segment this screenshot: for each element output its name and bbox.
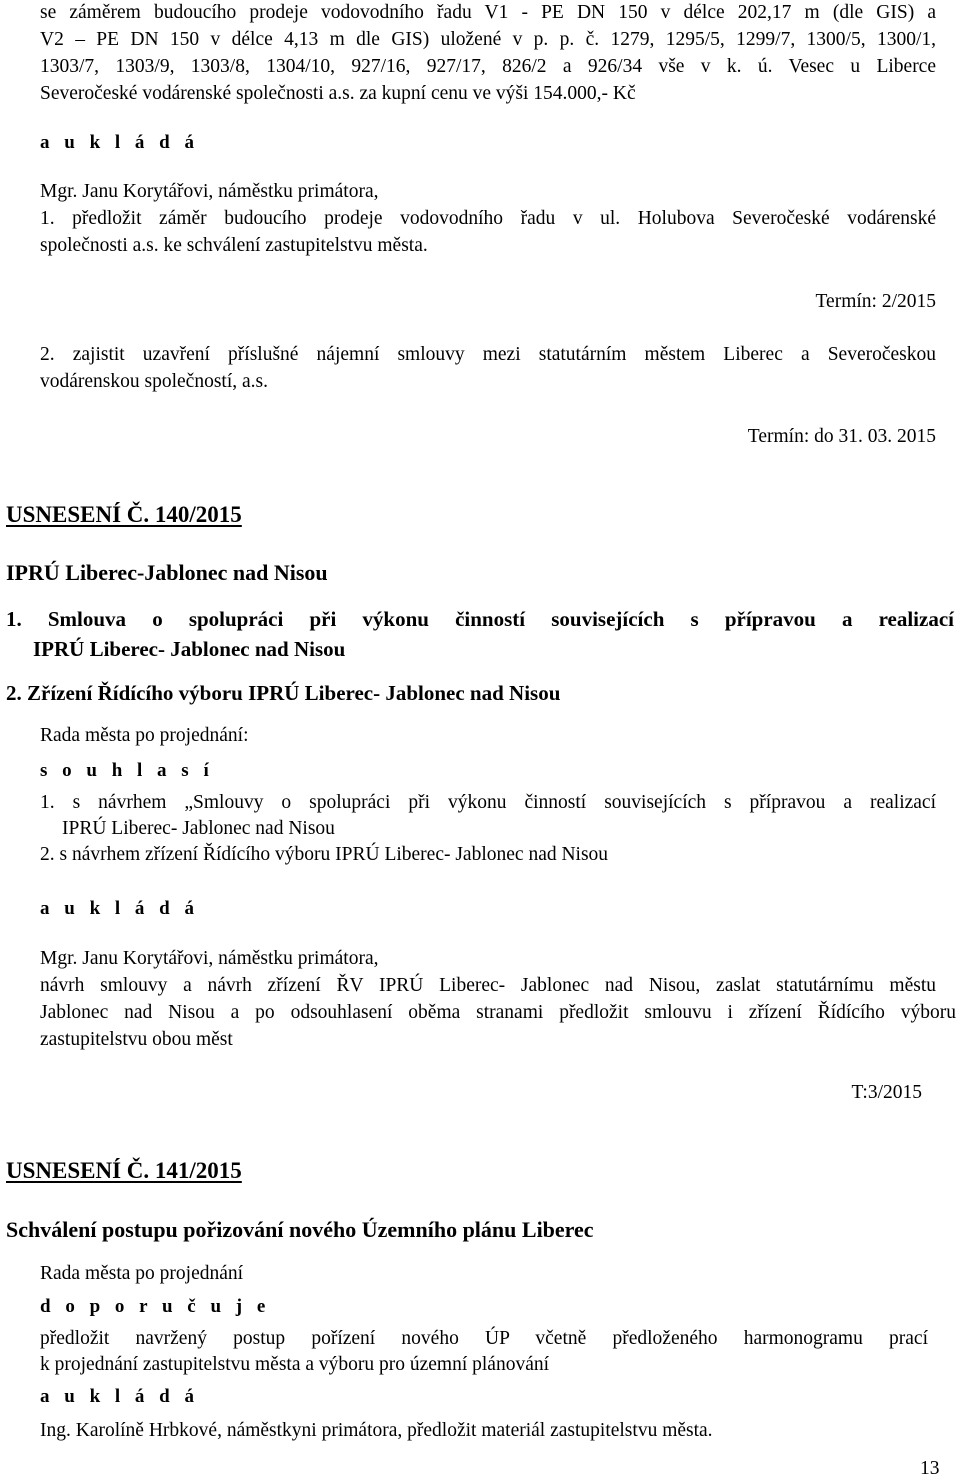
recommendation-text: k projednání zastupitelstvu města a výboru pro územní plánování bbox=[40, 1354, 550, 1375]
task-text: návrh smlouvy a návrh zřízení ŘV IPRÚ Liberec- Jablonec nad Nisou, zaslat statutárnímu městu bbox=[40, 975, 936, 996]
council-label: Rada města po projednání: bbox=[40, 725, 249, 746]
resolution-heading: USNESENÍ Č. 141/2015 bbox=[6, 1158, 242, 1183]
task-text: 2. zajistit uzavření příslušné nájemní smlouvy mezi statutárním městem Liberec a Severočeskou bbox=[40, 344, 936, 365]
recommendation-text: předložit navržený postup pořízení nového ÚP včetně předloženého harmonogramu prací bbox=[40, 1328, 928, 1349]
resolution-title: IPRÚ Liberec-Jablonec nad Nisou bbox=[6, 560, 328, 585]
agenda-item: 1. Smlouva o spolupráci při výkonu činností souvisejících s přípravou a realizací bbox=[6, 607, 954, 631]
souhlasi-label: s o u h l a s í bbox=[40, 760, 214, 781]
task-text: vodárenskou společností, a.s. bbox=[40, 371, 269, 392]
responsible-person: Mgr. Janu Korytářovi, náměstku primátora, bbox=[40, 181, 379, 202]
deadline: Termín: do 31. 03. 2015 bbox=[747, 426, 936, 447]
responsible-person: Ing. Karolíně Hrbkové, náměstkyni primátora, předložit materiál zastupitelstvu města. bbox=[40, 1420, 713, 1441]
task-text: Jablonec nad Nisou a po odsouhlasení oběma stranami předložit smlouvu i zřízení Řídícího výboru bbox=[40, 1002, 956, 1023]
resolution-title: Schválení postupu pořizování nového Územního plánu Liberec bbox=[6, 1217, 594, 1242]
deadline: T:3/2015 bbox=[851, 1082, 922, 1103]
council-label: Rada města po projednání bbox=[40, 1263, 244, 1284]
resolution-heading: USNESENÍ Č. 140/2015 bbox=[6, 502, 242, 527]
text-line: V2 – PE DN 150 v délce 4,13 m dle GIS) uložené v p. p. č. 1279, 1295/5, 1299/7, 1300/5, 1300/1, bbox=[40, 29, 936, 50]
approval-point: IPRÚ Liberec- Jablonec nad Nisou bbox=[62, 818, 335, 839]
uklada-label: a u k l á d á bbox=[40, 132, 199, 153]
approval-point: 2. s návrhem zřízení Řídícího výboru IPRÚ Liberec- Jablonec nad Nisou bbox=[40, 844, 609, 865]
text-line: Severočeské vodárenské společnosti a.s. za kupní cenu ve výši 154.000,- Kč bbox=[40, 83, 636, 104]
task-text: 1. předložit záměr budoucího prodeje vodovodního řadu v ul. Holubova Severočeské vodárenské bbox=[40, 208, 936, 229]
approval-point: 1. s návrhem „Smlouvy o spolupráci při výkonu činností souvisejících s přípravou a realizací bbox=[40, 792, 936, 813]
text-line: se záměrem budoucího prodeje vodovodního řadu V1 - PE DN 150 v délce 202,17 m (dle GIS) a bbox=[40, 2, 936, 23]
responsible-person: Mgr. Janu Korytářovi, náměstku primátora, bbox=[40, 948, 379, 969]
text-line: 1303/7, 1303/9, 1303/8, 1304/10, 927/16, 927/17, 826/2 a 926/34 vše v k. ú. Vesec u Liberce bbox=[40, 56, 936, 77]
task-text: zastupitelstvu obou měst bbox=[40, 1029, 233, 1050]
agenda-item: IPRÚ Liberec- Jablonec nad Nisou bbox=[33, 637, 346, 661]
task-text: společnosti a.s. ke schválení zastupitelstvu města. bbox=[40, 235, 428, 256]
agenda-item: 2. Zřízení Řídícího výboru IPRÚ Liberec- Jablonec nad Nisou bbox=[6, 681, 561, 705]
deadline: Termín: 2/2015 bbox=[815, 291, 936, 312]
uklada-label: a u k l á d á bbox=[40, 898, 199, 919]
doporucuje-label: d o p o r u č u j e bbox=[40, 1296, 271, 1317]
uklada-label: a u k l á d á bbox=[40, 1386, 199, 1407]
page-number: 13 bbox=[920, 1458, 940, 1479]
